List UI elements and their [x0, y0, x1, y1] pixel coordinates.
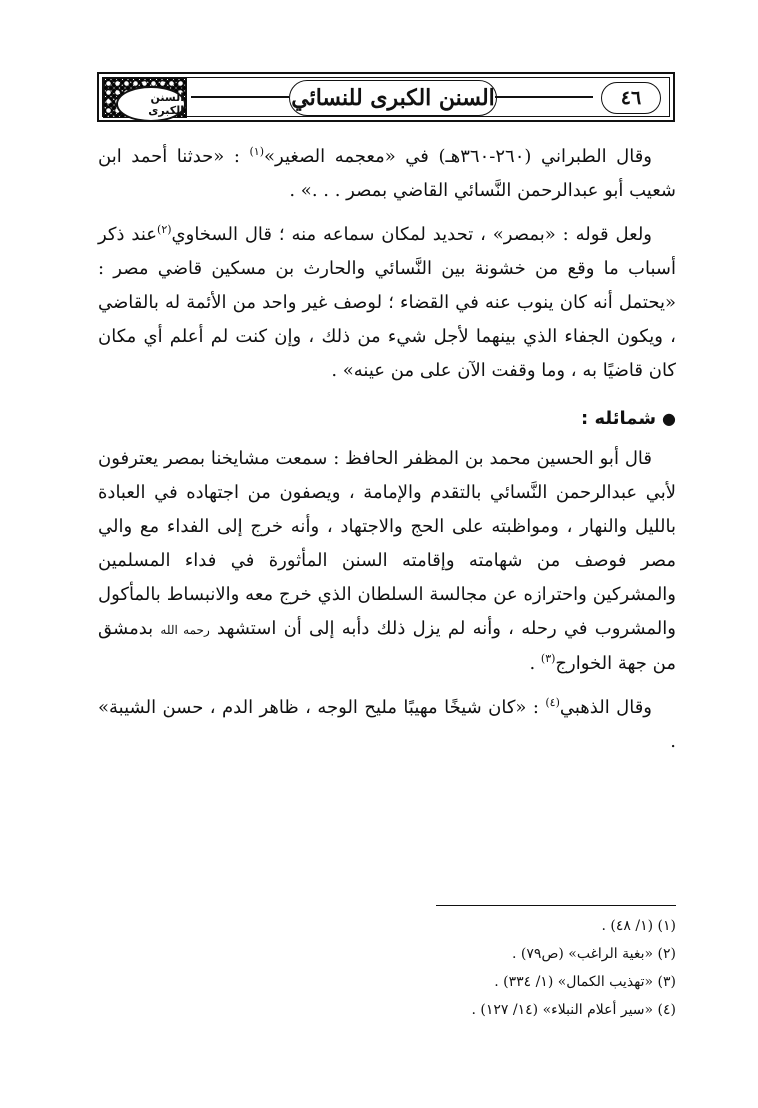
footnote-ref-3[interactable]: (٣): [540, 652, 556, 665]
footnote-1: (١) (١/ ٤٨) .: [601, 918, 676, 934]
paragraph-dhahabi: وقال الذهبي$^{(٤)}$ : «كان شيخًا مهيبًا مليح الوجه ، ظاهر الدم ، حسن الشيبة» .: [98, 696, 676, 752]
main-text: [98, 140, 676, 759]
footnote-ref-1[interactable]: (١): [249, 145, 265, 158]
header-rule-right: [495, 96, 593, 98]
footnote-separator: [436, 905, 676, 906]
footnote-3: (٣) «تهذيب الكمال» (١/ ٣٣٤) .: [494, 974, 676, 990]
footnote-2: (٢) «بغية الراغب» (ص٧٩) .: [512, 946, 676, 962]
bullet-icon: ●: [662, 409, 676, 428]
header-rule-left: [191, 96, 289, 98]
book-title: السنن الكبرى للنسائي: [289, 80, 497, 116]
paragraph-tabarani: وقال الطبراني (٢٦٠-٣٦٠هـ) في «معجمه الصغير»$^{(١)}$ : «حدثنا أحمد ابن شعيب أبو عبدالرحمن النَّسائي القاضي بمصر . . .» .: [98, 145, 676, 201]
page-header: [97, 72, 675, 122]
header-ornament-left: [103, 78, 187, 118]
section-heading: ●شمائله :: [581, 408, 676, 429]
footnote-ref-2[interactable]: (٢): [157, 223, 172, 236]
header-seal: السنن الكبرى: [116, 86, 186, 122]
footnote-ref-4[interactable]: (٤): [545, 696, 560, 709]
honorific: رحمه الله: [160, 623, 210, 637]
paragraph-shamail: قال أبو الحسين محمد بن المظفر الحافظ : سمعت مشايخنا بمصر يعترفون لأبي عبدالرحمن النَّسائي بالتقدم والإمامة ، ويصفون من اجتهاده في العبادة بالليل والنهار ، ومواظبته على الحج والاجتهاد ، وأنه خرج إلى الفداء مع والي مصر فوصف من شهامته وإقامته السنن المأثورة في فداء المسلمين والمشركين واحترازه عن مجالسة السلطان الذي خرج معه والانبساط بالمأكول والمشروب في رحله ، وأنه لم يزل ذلك دأبه إلى أن استشهد رحمه الله بدمشق من جهة الخوارج$^{(٣)}$ .: [98, 448, 676, 674]
footnotes: [98, 912, 676, 1024]
paragraph-sakhawi: ولعل قوله : «بمصر» ، تحديد لمكان سماعه منه ؛ قال السخاوي$^{(٢)}$عند ذكر أسباب ما وقع من خشونة بين النَّسائي والحارث بن مسكين قاضي مصر : «يحتمل أنه كان ينوب عنه في القضاء ؛ لوصف غير واحد من الأئمة له بالقاضي ، ويكون الجفاء الذي بينهما لأجل شيء من ذلك ، وإن كنت لم أعلم أي مكان كان قاضيًا به ، وما وقفت الآن على من عينه» .: [98, 223, 676, 381]
page-number: ٤٦: [601, 82, 661, 114]
footnote-4: (٤) «سير أعلام النبلاء» (١٤/ ١٢٧) .: [471, 1002, 676, 1018]
